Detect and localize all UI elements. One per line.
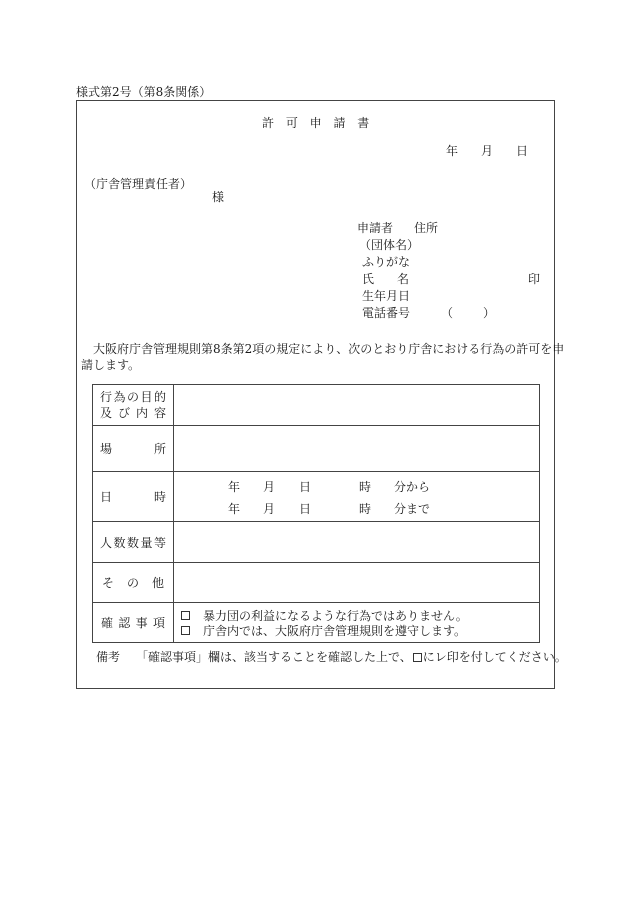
- headcount-field[interactable]: [174, 522, 540, 563]
- char: 及: [100, 406, 113, 420]
- seal-mark: 印: [528, 272, 541, 286]
- purpose-field[interactable]: [174, 385, 540, 426]
- confirm-item-1-text: 暴力団の利益になるような行為ではありません。: [203, 609, 468, 623]
- label-datetime-text: [93, 488, 173, 505]
- applicant-phone-label: 電話番号: [362, 306, 411, 320]
- confirm-checkbox-1[interactable]: [181, 611, 190, 620]
- period-to: [228, 503, 528, 517]
- datetime-field[interactable]: [174, 472, 540, 522]
- from-day: 日: [299, 480, 312, 494]
- row-place: [93, 426, 540, 472]
- char: 時: [153, 490, 166, 504]
- document-title: 許 可 申 請 書: [262, 116, 374, 130]
- statement-line-2: 請します。: [81, 358, 141, 372]
- confirm-item-2: [181, 625, 466, 637]
- char: の: [126, 390, 139, 404]
- label-purpose-line-2: [93, 405, 173, 421]
- char: 認: [118, 616, 131, 630]
- label-place: [93, 426, 174, 472]
- from-hour: 時: [359, 480, 372, 494]
- char: 項: [152, 616, 165, 630]
- to-hour: 時: [359, 502, 372, 516]
- char: の: [126, 576, 139, 590]
- from-month: 月: [263, 480, 276, 494]
- char: 内: [135, 406, 148, 420]
- applicant-address-label: 住所: [414, 221, 439, 235]
- statement-line-1: 大阪府庁舎管理規則第8条第2項の規定により、次のとおり庁舎における行為の許可を申: [93, 342, 565, 356]
- label-datetime: [93, 472, 174, 522]
- period-from: [228, 481, 528, 495]
- remarks-label: 備考: [96, 650, 121, 664]
- date-month: 月: [481, 144, 494, 158]
- confirm-item-2-text: 庁舎内では、大阪府庁舎管理規則を遵守します。: [203, 624, 467, 638]
- phone-paren-close: ）: [483, 306, 496, 320]
- phone-paren-open: （: [441, 306, 454, 320]
- applicant-name-label-2: 名: [397, 272, 410, 286]
- char: 数: [113, 535, 126, 550]
- char: 日: [100, 490, 113, 504]
- char: 確: [101, 616, 114, 630]
- label-purpose: [93, 385, 174, 426]
- applicant-heading: 申請者: [357, 221, 394, 235]
- applicant-birthdate-label: 生年月日: [362, 289, 411, 303]
- label-confirm: [93, 603, 174, 643]
- row-headcount: [93, 522, 540, 563]
- addressee-label: （庁舎管理責任者）: [84, 177, 193, 191]
- char: 場: [100, 442, 113, 456]
- label-confirm-text: [93, 614, 173, 631]
- char: 人: [100, 535, 113, 550]
- row-confirm: [93, 603, 540, 643]
- permit-details-table: [92, 384, 540, 643]
- row-purpose: [93, 385, 540, 426]
- char: 所: [153, 442, 166, 456]
- date-day: 日: [516, 144, 529, 158]
- to-day: 日: [299, 502, 312, 516]
- row-datetime: [93, 472, 540, 522]
- applicant-furigana-label: ふりがな: [362, 255, 411, 269]
- label-headcount: [93, 522, 174, 563]
- char: び: [117, 406, 130, 420]
- to-month: 月: [263, 502, 276, 516]
- form-number: 様式第2号（第8条関係）: [76, 85, 212, 99]
- to-minute: 分まで: [394, 502, 431, 516]
- remarks-text-after: にレ印を付してください。: [422, 650, 567, 664]
- other-field[interactable]: [174, 563, 540, 603]
- label-other: [93, 563, 174, 603]
- char: 的: [153, 390, 166, 404]
- date-year: 年: [446, 144, 459, 158]
- char: 容: [153, 406, 166, 420]
- label-other-text: [93, 574, 173, 591]
- char: 行: [100, 390, 113, 404]
- char: そ: [102, 576, 115, 590]
- applicant-name-label-1: 氏: [362, 272, 375, 286]
- remarks-text-before: 「確認事項」欄は、該当することを確認した上で、: [136, 650, 412, 664]
- place-field[interactable]: [174, 426, 540, 472]
- row-other: [93, 563, 540, 603]
- confirm-field: [174, 603, 540, 643]
- char: 為: [113, 390, 126, 404]
- confirm-item-1: [181, 610, 468, 622]
- char: 事: [135, 616, 148, 630]
- to-year: 年: [228, 502, 241, 516]
- applicant-organization-label: （団体名）: [359, 238, 420, 252]
- char: 等: [153, 535, 166, 550]
- addressee-honorific: 様: [212, 190, 225, 204]
- char: 他: [151, 576, 164, 590]
- char: 量: [140, 535, 153, 550]
- label-headcount-text: [93, 534, 173, 551]
- label-place-text: [93, 440, 173, 457]
- checkbox-symbol-icon: [413, 653, 422, 662]
- from-minute: 分から: [394, 480, 431, 494]
- remarks-text: [136, 651, 567, 663]
- confirm-checkbox-2[interactable]: [181, 626, 190, 635]
- from-year: 年: [228, 480, 241, 494]
- char: 数: [126, 535, 139, 550]
- label-purpose-line-1: [93, 389, 173, 405]
- char: 目: [140, 390, 153, 404]
